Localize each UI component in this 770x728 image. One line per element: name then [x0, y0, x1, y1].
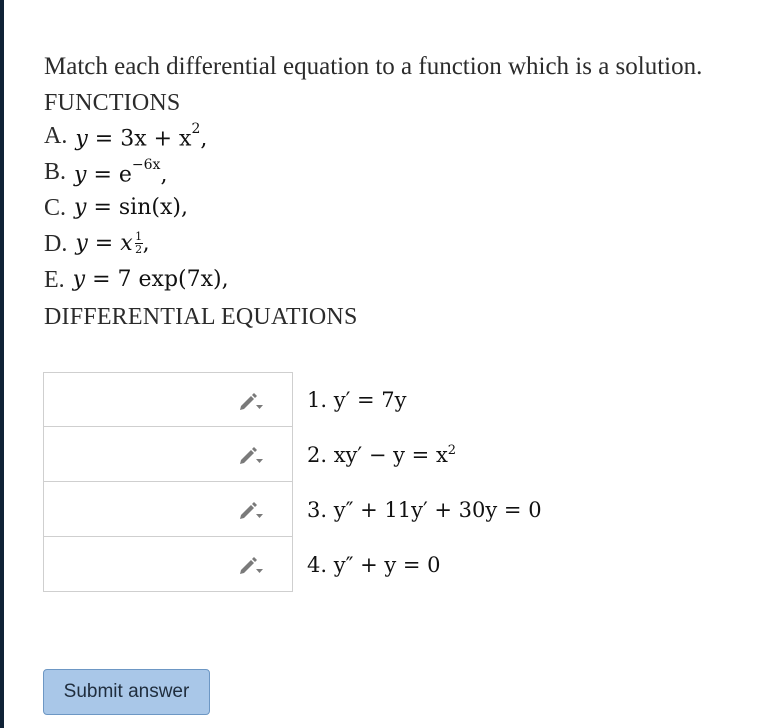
function-rhs: e [118, 162, 132, 188]
function-b [44, 154, 744, 190]
equation-text: 2. xy′ − y = x [307, 442, 448, 467]
equation-text: 3. y″ + 11y′ + 30y = 0 [307, 497, 542, 522]
fraction-numerator: 1 [135, 230, 143, 243]
functions-heading: FUNCTIONS [44, 90, 181, 116]
equation-text: 1. y′ = 7y [307, 387, 407, 412]
pencil-dropdown-icon [238, 555, 264, 575]
function-rhs: sin(x) [118, 195, 181, 220]
equation-3 [293, 482, 542, 537]
function-comma: , [160, 162, 168, 188]
function-lhs: y [74, 162, 87, 188]
equation-4 [293, 537, 441, 592]
function-e [44, 262, 744, 298]
match-row [43, 482, 603, 537]
function-fraction-exponent [135, 232, 143, 255]
function-comma: , [142, 231, 150, 256]
function-letter: D. [44, 231, 68, 257]
function-exponent: 2 [191, 120, 201, 137]
equations-heading: DIFFERENTIAL EQUATIONS [44, 304, 358, 330]
function-letter: B. [44, 159, 67, 185]
question-panel [44, 52, 744, 332]
function-rhs: 3x + x [120, 126, 192, 152]
answer-dropdown-2[interactable] [43, 427, 293, 482]
function-d [44, 226, 744, 262]
match-row [43, 537, 603, 592]
function-rhs: x [120, 231, 133, 256]
equation-text: 4. y″ + y = 0 [307, 552, 441, 577]
answer-dropdown-4[interactable] [43, 537, 293, 592]
left-border [0, 0, 4, 728]
equation-1 [293, 372, 407, 427]
function-lhs: y [75, 126, 88, 152]
pencil-dropdown-icon [238, 445, 264, 465]
pencil-dropdown-icon [238, 500, 264, 520]
function-equals: = [87, 126, 121, 152]
function-comma: , [200, 126, 208, 152]
function-comma: , [180, 195, 188, 220]
function-comma: , [221, 267, 229, 292]
function-equals: = [87, 231, 121, 256]
function-a [44, 118, 744, 154]
function-letter: C. [44, 195, 67, 221]
equation-exponent: 2 [447, 443, 457, 458]
matching-table [43, 372, 603, 592]
function-lhs: y [72, 267, 86, 292]
fraction-denominator: 2 [135, 243, 143, 256]
function-rhs: 7 exp(7x) [117, 267, 222, 292]
question-prompt: Match each differential equation to a function which is a solution. [44, 53, 703, 80]
answer-dropdown-3[interactable] [43, 482, 293, 537]
pencil-dropdown-icon [238, 391, 264, 411]
function-lhs: y [75, 231, 88, 256]
function-exponent: −6x [131, 156, 161, 173]
function-equals: = [86, 195, 119, 220]
function-letter: E. [44, 267, 65, 293]
match-row [43, 372, 603, 427]
function-letter: A. [44, 123, 68, 149]
function-equals: = [85, 267, 118, 292]
function-c [44, 190, 744, 226]
equation-2 [293, 427, 456, 482]
function-equals: = [86, 162, 119, 188]
function-lhs: y [74, 195, 87, 220]
match-row [43, 427, 603, 482]
answer-dropdown-1[interactable] [43, 372, 293, 427]
submit-answer-button[interactable]: Submit answer [43, 669, 210, 715]
